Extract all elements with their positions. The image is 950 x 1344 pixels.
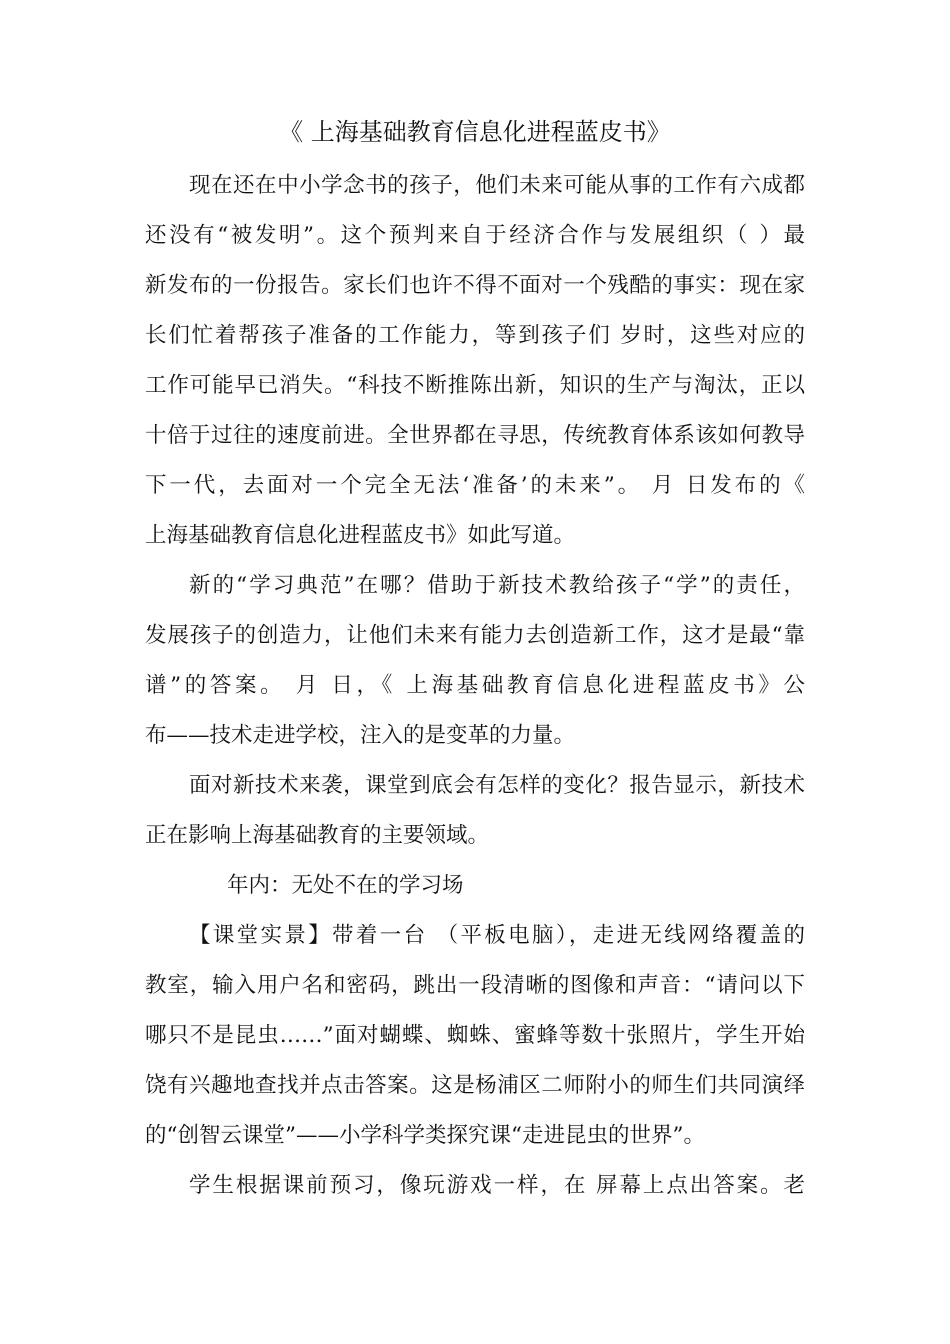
paragraph-line-20: 的“创智云课堂”——小学科学类探究课“走进昆虫的世界”。 (145, 1123, 705, 1148)
paragraph-line-3: 新发布的一份报告。家长们也许不得不面对一个残酷的事实：现在家 (145, 273, 805, 298)
paragraph-line-6: 十倍于过往的速度前进。全世界都在寻思，传统教育体系该如何教导 (145, 423, 805, 448)
paragraph-line-8: 上海基础教育信息化进程蓝皮书》如此写道。 (145, 523, 576, 548)
paragraph-line-1: 现在还在中小学念书的孩子，他们未来可能从事的工作有六成都 (189, 173, 805, 198)
paragraph-line-11: 谱”的答案。 月 日，《 上海基础教育信息化进程蓝皮书》公 (145, 673, 805, 698)
paragraph-line-2: 还没有“被发明”。这个预判来自于经济合作与发展组织（ ）最 (145, 223, 805, 248)
paragraph-line-13: 面对新技术来袭，课堂到底会有怎样的变化？报告显示，新技术 (189, 773, 805, 798)
paragraph-line-18: 哪只不是昆虫……”面对蝴蝶、蜘蛛、蜜蜂等数十张照片，学生开始 (145, 1023, 805, 1048)
paragraph-line-5: 工作可能早已消失。“科技不断推陈出新，知识的生产与淘汰，正以 (145, 373, 805, 398)
paragraph-line-17: 教室，输入用户名和密码，跳出一段清晰的图像和声音：“请问以下 (145, 973, 805, 998)
paragraph-line-9: 新的“学习典范”在哪？借助于新技术教给孩子“学”的责任， (189, 573, 805, 598)
paragraph-line-21: 学生根据课前预习，像玩游戏一样，在 屏幕上点出答案。老 (189, 1173, 805, 1198)
section-subheading: 年内：无处不在的学习场 (227, 873, 464, 898)
paragraph-line-16: 【课堂实景】带着一台 （平板电脑），走进无线网络覆盖的 (189, 923, 805, 948)
paragraph-line-12: 布——技术走进学校，注入的是变革的力量。 (145, 723, 576, 748)
paragraph-line-4: 长们忙着帮孩子准备的工作能力，等到孩子们 岁时，这些对应的 (145, 323, 805, 348)
paragraph-line-10: 发展孩子的创造力，让他们未来有能力去创造新工作，这才是最“靠 (145, 623, 805, 648)
document-title: 《 上海基础教育信息化进程蓝皮书》 (279, 118, 671, 146)
paragraph-line-7: 下一代，去面对一个完全无法‘准备’的未来”。 月 日发布的《 (145, 473, 805, 498)
paragraph-line-14: 正在影响上海基础教育的主要领域。 (145, 823, 490, 848)
paragraph-line-19: 饶有兴趣地查找并点击答案。这是杨浦区二师附小的师生们共同演绎 (145, 1073, 805, 1098)
